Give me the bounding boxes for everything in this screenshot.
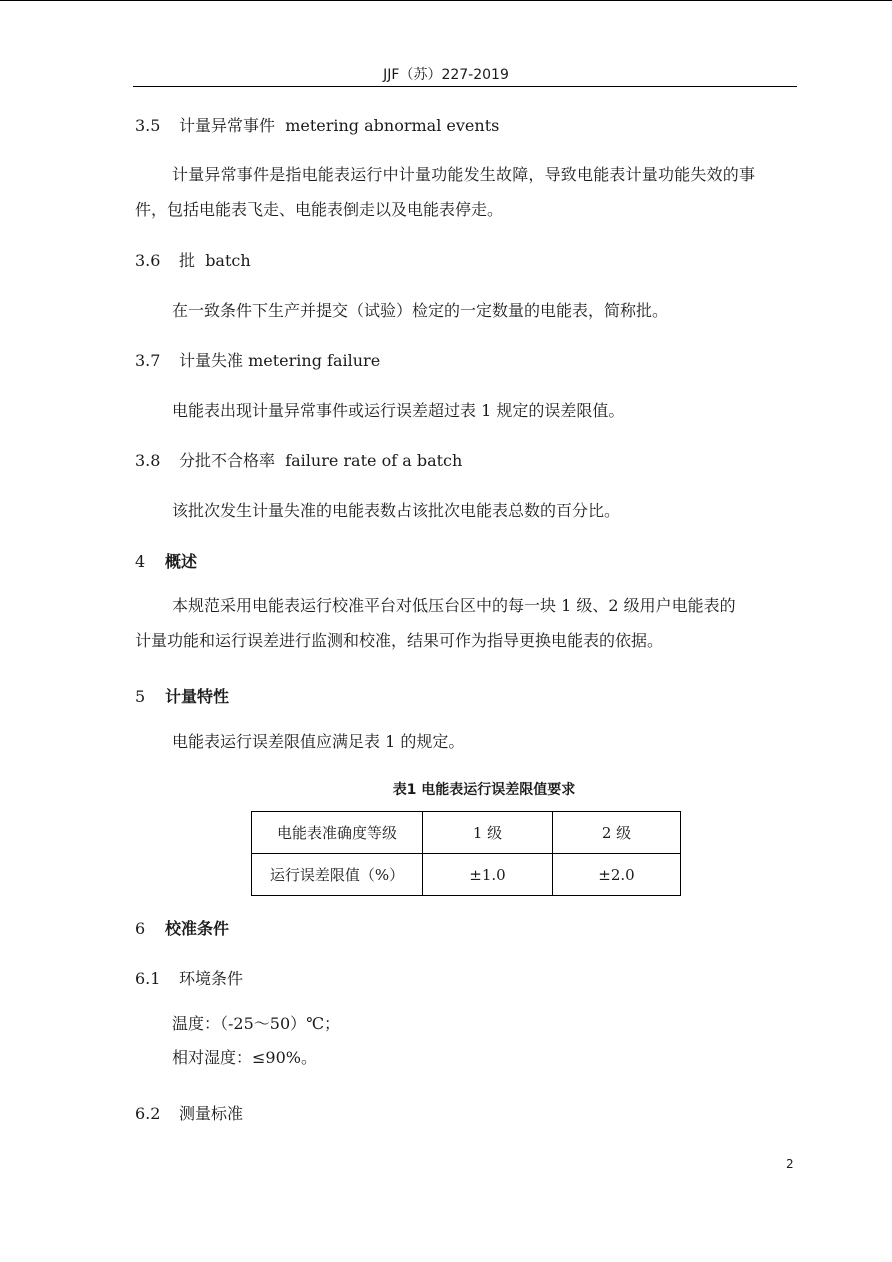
section-title-en: metering failure [248,351,381,370]
section-number: 6.1 [135,969,161,988]
table-cell: 运行误差限值（%） [252,854,423,896]
section-5-body: 电能表运行误差限值应满足表 1 的规定。 [172,732,465,751]
section-6-2-heading [135,1104,243,1124]
section-number: 6.2 [135,1104,161,1123]
document-code-header: JJF（苏）227-2019 [383,67,509,83]
section-title: 概述 [165,552,198,571]
section-number: 5 [135,687,146,706]
table-cell: 电能表准确度等级 [252,812,423,854]
table-cell: 1 级 [423,812,553,854]
section-title-en: failure rate of a batch [285,451,463,470]
section-3-5-heading [135,116,499,136]
section-title-cn: 批 [179,251,196,270]
page-number: 2 [786,1157,794,1171]
page-top-border [0,0,892,1]
table-row [252,812,681,854]
section-number: 6 [135,919,146,938]
section-6-1-heading [135,969,243,989]
section-title: 测量标准 [179,1104,244,1123]
table-cell: ±2.0 [553,854,681,896]
section-number: 3.6 [135,251,161,270]
section-title: 计量特性 [165,687,230,706]
section-5-heading [135,687,229,707]
table-1 [251,811,681,896]
section-title-en: batch [205,251,251,270]
section-3-6-body: 在一致条件下生产并提交（试验）检定的一定数量的电能表，简称批。 [172,301,669,320]
table-1-caption: 表1 电能表运行误差限值要求 [392,782,576,798]
section-6-heading [135,919,229,939]
section-number: 3.8 [135,451,161,470]
section-4-body-line-2: 计量功能和运行误差进行监测和校准，结果可作为指导更换电能表的依据。 [135,631,664,650]
section-title: 环境条件 [179,969,244,988]
table-cell: 2 级 [553,812,681,854]
section-3-6-heading [135,251,251,271]
header-rule [133,86,797,87]
section-4-body-line-1: 本规范采用电能表运行校准平台对低压台区中的每一块 1 级、2 级用户电能表的 [172,596,736,615]
table-row [252,854,681,896]
section-title-cn: 分批不合格率 [179,451,276,470]
section-title-cn: 计量失准 [179,351,244,370]
section-number: 3.5 [135,116,161,135]
section-title-en: metering abnormal events [285,116,500,135]
temperature-condition: 温度：（-25～50）℃； [172,1014,341,1033]
section-3-8-body: 该批次发生计量失准的电能表数占该批次电能表总数的百分比。 [172,501,621,520]
section-3-5-body-line-2: 件，包括电能表飞走、电能表倒走以及电能表停走。 [135,200,504,219]
section-3-8-heading [135,451,462,471]
section-3-7-body: 电能表出现计量异常事件或运行误差超过表 1 规定的误差限值。 [172,401,625,420]
section-title-cn: 计量异常事件 [179,116,276,135]
section-number: 3.7 [135,351,161,370]
section-3-5-body-line-1: 计量异常事件是指电能表运行中计量功能发生故障，导致电能表计量功能失效的事 [172,165,756,184]
section-title: 校准条件 [165,919,230,938]
section-number: 4 [135,552,146,571]
section-4-heading [135,552,197,572]
table-cell: ±1.0 [423,854,553,896]
section-3-7-heading [135,351,380,371]
humidity-condition: 相对湿度：≤90%。 [172,1048,317,1067]
